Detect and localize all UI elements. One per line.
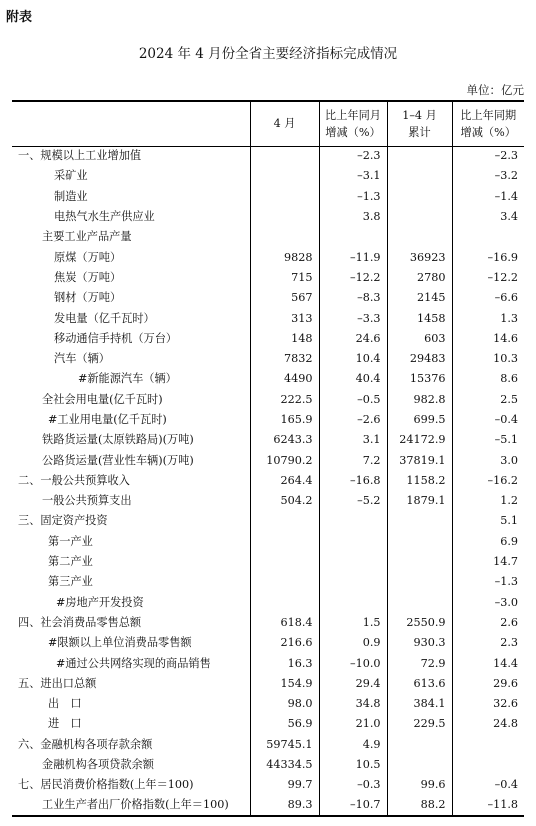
appendix-label: 附表 <box>6 10 33 25</box>
cell-ytd-yoy: –0.4 <box>452 775 524 795</box>
cell-april-yoy <box>319 511 387 531</box>
table-row <box>12 308 524 328</box>
row-label: 三、固定资产投资 <box>18 514 108 528</box>
row-label: 电热气水生产供应业 <box>54 210 155 224</box>
row-label: 第二产业 <box>48 555 93 569</box>
cell-april: 264.4 <box>250 471 319 491</box>
cell-april: 9828 <box>250 247 319 267</box>
cell-april: 313 <box>250 308 319 328</box>
row-label: 汽车（辆） <box>54 352 110 366</box>
row-label: 移动通信手持机（万台） <box>54 331 178 345</box>
row-label: 二、一般公共预算收入 <box>18 473 130 487</box>
cell-april-yoy: 29.4 <box>319 674 387 694</box>
cell-ytd-yoy: 2.5 <box>452 390 524 410</box>
cell-april-yoy <box>319 552 387 572</box>
cell-ytd-yoy: 3.4 <box>452 207 524 227</box>
cell-ytd-yoy: –5.1 <box>452 430 524 450</box>
cell-april <box>250 511 319 531</box>
cell-april-yoy: 3.8 <box>319 207 387 227</box>
cell-april-yoy: 3.1 <box>319 430 387 450</box>
cell-ytd: 229.5 <box>387 714 452 734</box>
row-label: 焦炭（万吨） <box>54 270 122 284</box>
cell-ytd-yoy: 2.3 <box>452 633 524 653</box>
cell-ytd-yoy: 14.7 <box>452 552 524 572</box>
row-label: 采矿业 <box>54 169 88 183</box>
cell-april-yoy: 34.8 <box>319 694 387 714</box>
table-row <box>12 146 524 166</box>
header-april-yoy-line2: 增减（%） <box>325 125 381 139</box>
cell-ytd: 88.2 <box>387 796 452 816</box>
row-label: 第三产业 <box>48 575 93 589</box>
header-item <box>12 101 250 146</box>
row-label: 原煤（万吨） <box>54 250 122 264</box>
cell-april-yoy: –16.8 <box>319 471 387 491</box>
table-row <box>12 674 524 694</box>
cell-april: 98.0 <box>250 694 319 714</box>
row-label: #房地产开发投资 <box>56 595 144 609</box>
cell-ytd <box>387 532 452 552</box>
table-row <box>12 694 524 714</box>
cell-ytd: 36923 <box>387 247 452 267</box>
header-ytd <box>387 101 452 146</box>
table-row <box>12 288 524 308</box>
table-row <box>12 572 524 592</box>
row-label: 一般公共预算支出 <box>42 494 132 508</box>
cell-ytd: 1879.1 <box>387 491 452 511</box>
cell-ytd-yoy: 2.6 <box>452 613 524 633</box>
cell-ytd-yoy: –16.2 <box>452 471 524 491</box>
cell-april <box>250 207 319 227</box>
cell-ytd: 72.9 <box>387 653 452 673</box>
table-row <box>12 714 524 734</box>
cell-ytd-yoy: 29.6 <box>452 674 524 694</box>
table-row <box>12 552 524 572</box>
row-label: 制造业 <box>54 189 88 203</box>
cell-april-yoy: 24.6 <box>319 329 387 349</box>
row-label: #通过公共网络实现的商品销售 <box>56 656 211 670</box>
cell-april: 7832 <box>250 349 319 369</box>
cell-april-yoy: –10.7 <box>319 796 387 816</box>
cell-ytd: 29483 <box>387 349 452 369</box>
cell-april <box>250 166 319 186</box>
cell-ytd: 982.8 <box>387 390 452 410</box>
table-row <box>12 755 524 775</box>
cell-april-yoy: –12.2 <box>319 268 387 288</box>
cell-april: 216.6 <box>250 633 319 653</box>
cell-ytd-yoy: 3.0 <box>452 450 524 470</box>
cell-april-yoy: 40.4 <box>319 369 387 389</box>
table-row <box>12 390 524 410</box>
row-label: 六、金融机构各项存款余额 <box>18 737 153 751</box>
cell-april-yoy: –1.3 <box>319 187 387 207</box>
cell-april <box>250 572 319 592</box>
cell-ytd-yoy: 32.6 <box>452 694 524 714</box>
cell-april: 59745.1 <box>250 735 319 755</box>
cell-ytd-yoy: –3.0 <box>452 593 524 613</box>
cell-ytd-yoy: 8.6 <box>452 369 524 389</box>
table-row <box>12 166 524 186</box>
cell-april-yoy: –3.1 <box>319 166 387 186</box>
table-row <box>12 410 524 430</box>
cell-april: 10790.2 <box>250 450 319 470</box>
cell-april: 504.2 <box>250 491 319 511</box>
row-label: 出 口 <box>48 697 82 711</box>
cell-april-yoy: –8.3 <box>319 288 387 308</box>
row-label: 铁路货运量(太原铁路局)(万吨) <box>42 433 194 447</box>
cell-ytd: 2550.9 <box>387 613 452 633</box>
row-label: #限额以上单位消费品零售额 <box>48 636 192 650</box>
table-row <box>12 369 524 389</box>
table-row <box>12 329 524 349</box>
indicators-table <box>12 100 524 817</box>
table-row <box>12 511 524 531</box>
cell-ytd-yoy <box>452 735 524 755</box>
cell-ytd-yoy: 1.3 <box>452 308 524 328</box>
table-body <box>12 146 524 816</box>
table-row <box>12 450 524 470</box>
table-row <box>12 653 524 673</box>
cell-ytd: 24172.9 <box>387 430 452 450</box>
cell-april-yoy: 7.2 <box>319 450 387 470</box>
cell-ytd: 15376 <box>387 369 452 389</box>
cell-ytd: 99.6 <box>387 775 452 795</box>
header-april-label: 4 月 <box>273 117 296 131</box>
cell-ytd: 603 <box>387 329 452 349</box>
header-april <box>250 101 319 146</box>
cell-april-yoy: –0.5 <box>319 390 387 410</box>
table-row <box>12 247 524 267</box>
cell-april: 148 <box>250 329 319 349</box>
table-row <box>12 349 524 369</box>
cell-ytd-yoy: 14.4 <box>452 653 524 673</box>
header-ytd-line1: 1–4 月 <box>402 108 437 122</box>
cell-april: 99.7 <box>250 775 319 795</box>
cell-april <box>250 552 319 572</box>
cell-ytd-yoy: 6.9 <box>452 532 524 552</box>
cell-ytd-yoy: –11.8 <box>452 796 524 816</box>
cell-ytd-yoy: –0.4 <box>452 410 524 430</box>
cell-ytd-yoy: –1.4 <box>452 187 524 207</box>
row-label: 进 口 <box>48 717 82 731</box>
cell-ytd <box>387 593 452 613</box>
cell-ytd-yoy: –12.2 <box>452 268 524 288</box>
cell-april-yoy: 21.0 <box>319 714 387 734</box>
cell-ytd-yoy: 5.1 <box>452 511 524 531</box>
row-label: 发电量（亿千瓦时） <box>54 311 155 325</box>
cell-ytd-yoy: –6.6 <box>452 288 524 308</box>
header-ytd-yoy <box>452 101 524 146</box>
cell-ytd <box>387 166 452 186</box>
cell-ytd-yoy <box>452 755 524 775</box>
cell-ytd <box>387 572 452 592</box>
row-label: 第一产业 <box>48 534 93 548</box>
row-label: 一、规模以上工业增加值 <box>18 149 142 163</box>
cell-april: 6243.3 <box>250 430 319 450</box>
cell-ytd-yoy: –1.3 <box>452 572 524 592</box>
cell-april <box>250 532 319 552</box>
cell-april-yoy: 10.4 <box>319 349 387 369</box>
table-row <box>12 735 524 755</box>
cell-april <box>250 593 319 613</box>
cell-april-yoy <box>319 593 387 613</box>
header-ytd-line2: 累计 <box>408 125 431 139</box>
cell-ytd: 2780 <box>387 268 452 288</box>
header-ytd-yoy-line2: 增减（%） <box>460 125 516 139</box>
table-row <box>12 775 524 795</box>
cell-april-yoy: –11.9 <box>319 247 387 267</box>
cell-ytd-yoy: 14.6 <box>452 329 524 349</box>
table-row <box>12 633 524 653</box>
row-label: #工业用电量(亿千瓦时) <box>48 413 167 426</box>
cell-april-yoy <box>319 572 387 592</box>
cell-april-yoy: –0.3 <box>319 775 387 795</box>
cell-ytd: 613.6 <box>387 674 452 694</box>
cell-april-yoy: –2.3 <box>319 146 387 166</box>
cell-april-yoy: –2.6 <box>319 410 387 430</box>
table-row <box>12 593 524 613</box>
cell-april: 154.9 <box>250 674 319 694</box>
table-row <box>12 471 524 491</box>
cell-april: 222.5 <box>250 390 319 410</box>
header-ytd-yoy-line1: 比上年同期 <box>460 108 517 122</box>
row-label: 金融机构各项贷款余额 <box>42 758 154 772</box>
cell-ytd: 2145 <box>387 288 452 308</box>
table-row <box>12 491 524 511</box>
table-row <box>12 613 524 633</box>
cell-ytd <box>387 552 452 572</box>
cell-ytd: 1458 <box>387 308 452 328</box>
cell-april-yoy: 0.9 <box>319 633 387 653</box>
table-row <box>12 227 524 247</box>
cell-april: 618.4 <box>250 613 319 633</box>
cell-april: 16.3 <box>250 653 319 673</box>
cell-ytd <box>387 511 452 531</box>
cell-ytd-yoy: –3.2 <box>452 166 524 186</box>
table-row <box>12 187 524 207</box>
row-label: 公路货运量(营业性车辆)(万吨) <box>42 453 194 467</box>
cell-april: 715 <box>250 268 319 288</box>
row-label: 钢材（万吨） <box>54 291 122 305</box>
cell-april-yoy: –10.0 <box>319 653 387 673</box>
row-label: 工业生产者出厂价格指数(上年＝100) <box>12 796 250 816</box>
cell-april: 89.3 <box>250 796 319 816</box>
unit-label: 单位：亿元 <box>466 83 524 97</box>
cell-april-yoy: 10.5 <box>319 755 387 775</box>
cell-ytd-yoy: 24.8 <box>452 714 524 734</box>
cell-april: 567 <box>250 288 319 308</box>
table-row <box>12 268 524 288</box>
cell-april-yoy <box>319 532 387 552</box>
row-label: 五、进出口总额 <box>18 676 97 690</box>
cell-april-yoy: –5.2 <box>319 491 387 511</box>
cell-april: 4490 <box>250 369 319 389</box>
cell-april-yoy: 1.5 <box>319 613 387 633</box>
cell-ytd <box>387 146 452 166</box>
cell-ytd-yoy: –2.3 <box>452 146 524 166</box>
cell-ytd: 1158.2 <box>387 471 452 491</box>
table-row <box>12 430 524 450</box>
cell-april-yoy: –3.3 <box>319 308 387 328</box>
cell-april: 56.9 <box>250 714 319 734</box>
cell-ytd <box>387 735 452 755</box>
cell-april <box>250 146 319 166</box>
cell-ytd-yoy: 1.2 <box>452 491 524 511</box>
cell-ytd <box>387 227 452 247</box>
row-label: 七、居民消费价格指数(上年＝100) <box>18 778 194 792</box>
cell-ytd-yoy: –16.9 <box>452 247 524 267</box>
header-april-yoy <box>319 101 387 146</box>
cell-ytd-yoy: 10.3 <box>452 349 524 369</box>
table-row <box>12 207 524 227</box>
cell-ytd-yoy <box>452 227 524 247</box>
cell-april: 44334.5 <box>250 755 319 775</box>
cell-april <box>250 187 319 207</box>
cell-april <box>250 227 319 247</box>
cell-ytd: 699.5 <box>387 410 452 430</box>
cell-april-yoy: 4.9 <box>319 735 387 755</box>
row-label: 四、社会消费品零售总额 <box>18 615 142 629</box>
table-row <box>12 532 524 552</box>
cell-ytd: 384.1 <box>387 694 452 714</box>
cell-ytd <box>387 207 452 227</box>
table-row <box>12 796 524 816</box>
header-april-yoy-line1: 比上年同月 <box>325 108 381 122</box>
row-label: 全社会用电量(亿千瓦时) <box>42 392 163 406</box>
row-label: 主要工业产品产量 <box>42 230 132 244</box>
cell-april-yoy <box>319 227 387 247</box>
cell-ytd: 37819.1 <box>387 450 452 470</box>
cell-ytd <box>387 187 452 207</box>
cell-ytd <box>387 755 452 775</box>
page-title: 2024 年 4 月份全省主要经济指标完成情况 <box>138 46 398 62</box>
cell-ytd: 930.3 <box>387 633 452 653</box>
cell-april: 165.9 <box>250 410 319 430</box>
table-header <box>12 101 524 146</box>
row-label: #新能源汽车（辆） <box>78 372 177 386</box>
